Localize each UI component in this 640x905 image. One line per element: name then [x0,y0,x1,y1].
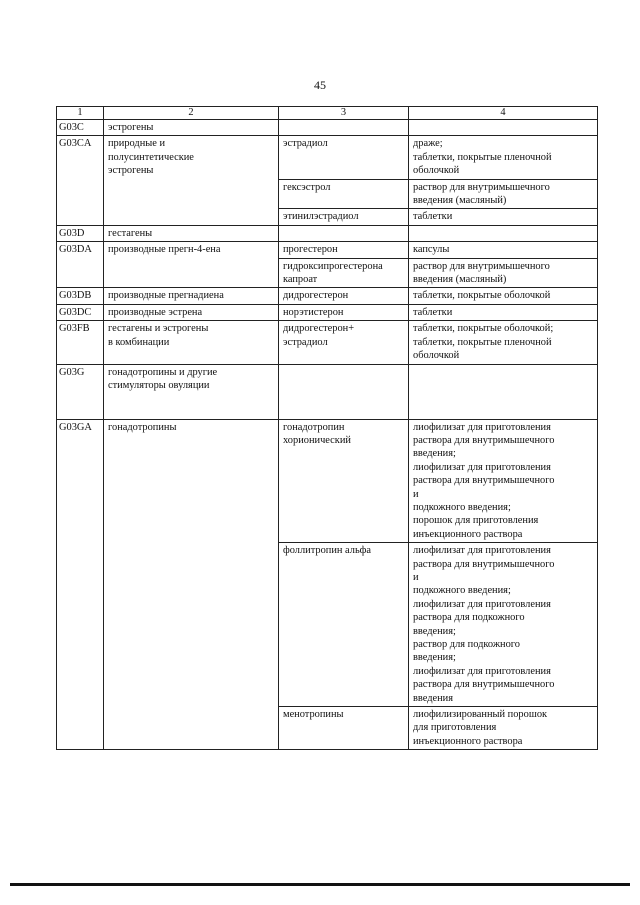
drug-name: гидроксипрогестерона капроат [279,258,409,288]
dosage-form: таблетки [409,209,598,225]
column-header: 1 [57,107,104,120]
table-row [57,419,598,543]
dosage-form [409,364,598,419]
table-row [57,304,598,320]
dosage-form: раствор для внутримышечного введения (масляный) [409,179,598,209]
drug-name [279,364,409,419]
atc-drug-table [56,106,598,750]
drug-name: менотропины [279,707,409,750]
group-name: производные прегнадиена [104,288,279,304]
drug-name: этинилэстрадиол [279,209,409,225]
dosage-form: раствор для внутримышечного введения (масляный) [409,258,598,288]
column-header: 3 [279,107,409,120]
table-row [57,321,598,364]
table-row [57,225,598,241]
atc-code: G03CA [57,136,104,225]
column-header: 2 [104,107,279,120]
group-name: производные прегн-4-ена [104,242,279,288]
drug-name: дидрогестерон+ эстрадиол [279,321,409,364]
table-row [57,136,598,179]
drug-name: фоллитропин альфа [279,543,409,707]
group-name: эстрогены [104,120,279,136]
column-header: 4 [409,107,598,120]
dosage-form: лиофилизат для приготовления раствора для внутримышечного введения; лиофилизат для приготовления раствора для внутримышечного и подкожного введения; порошок для приготовления инъекционного раствора [409,419,598,543]
atc-code: G03FB [57,321,104,364]
table-row [57,242,598,258]
drug-name: прогестерон [279,242,409,258]
drug-name: дидрогестерон [279,288,409,304]
atc-code: G03G [57,364,104,419]
dosage-form: драже; таблетки, покрытые пленочной оболочкой [409,136,598,179]
dosage-form: лиофилизат для приготовления раствора для внутримышечного и подкожного введения; лиофилизат для приготовления раствора для подкожного введения; раствор для подкожного введения; лиофилизат для приготовления раствора для внутримышечного введения [409,543,598,707]
atc-code: G03DA [57,242,104,288]
drug-name: норэтистерон [279,304,409,320]
dosage-form: таблетки, покрытые оболочкой; таблетки, покрытые пленочной оболочкой [409,321,598,364]
dosage-form: таблетки [409,304,598,320]
dosage-form: таблетки, покрытые оболочкой [409,288,598,304]
table-row [57,364,598,419]
group-name: гонадотропины [104,419,279,750]
atc-code: G03GA [57,419,104,750]
bottom-rule [10,883,630,886]
group-name: производные эстрена [104,304,279,320]
atc-code: G03D [57,225,104,241]
atc-code: G03DC [57,304,104,320]
table-header-row [57,107,598,120]
atc-code: G03DB [57,288,104,304]
dosage-form: капсулы [409,242,598,258]
drug-name: эстрадиол [279,136,409,179]
group-name: гестагены [104,225,279,241]
table-row [57,120,598,136]
page-number: 45 [314,78,326,92]
group-name: гестагены и эстрогены в комбинации [104,321,279,364]
group-name: природные и полусинтетические эстрогены [104,136,279,225]
dosage-form: лиофилизированный порошок для приготовления инъекционного раствора [409,707,598,750]
drug-name: гексэстрол [279,179,409,209]
atc-code: G03C [57,120,104,136]
group-name: гонадотропины и другие стимуляторы овуляции [104,364,279,419]
table-row [57,288,598,304]
drug-name: гонадотропин хорионический [279,419,409,543]
